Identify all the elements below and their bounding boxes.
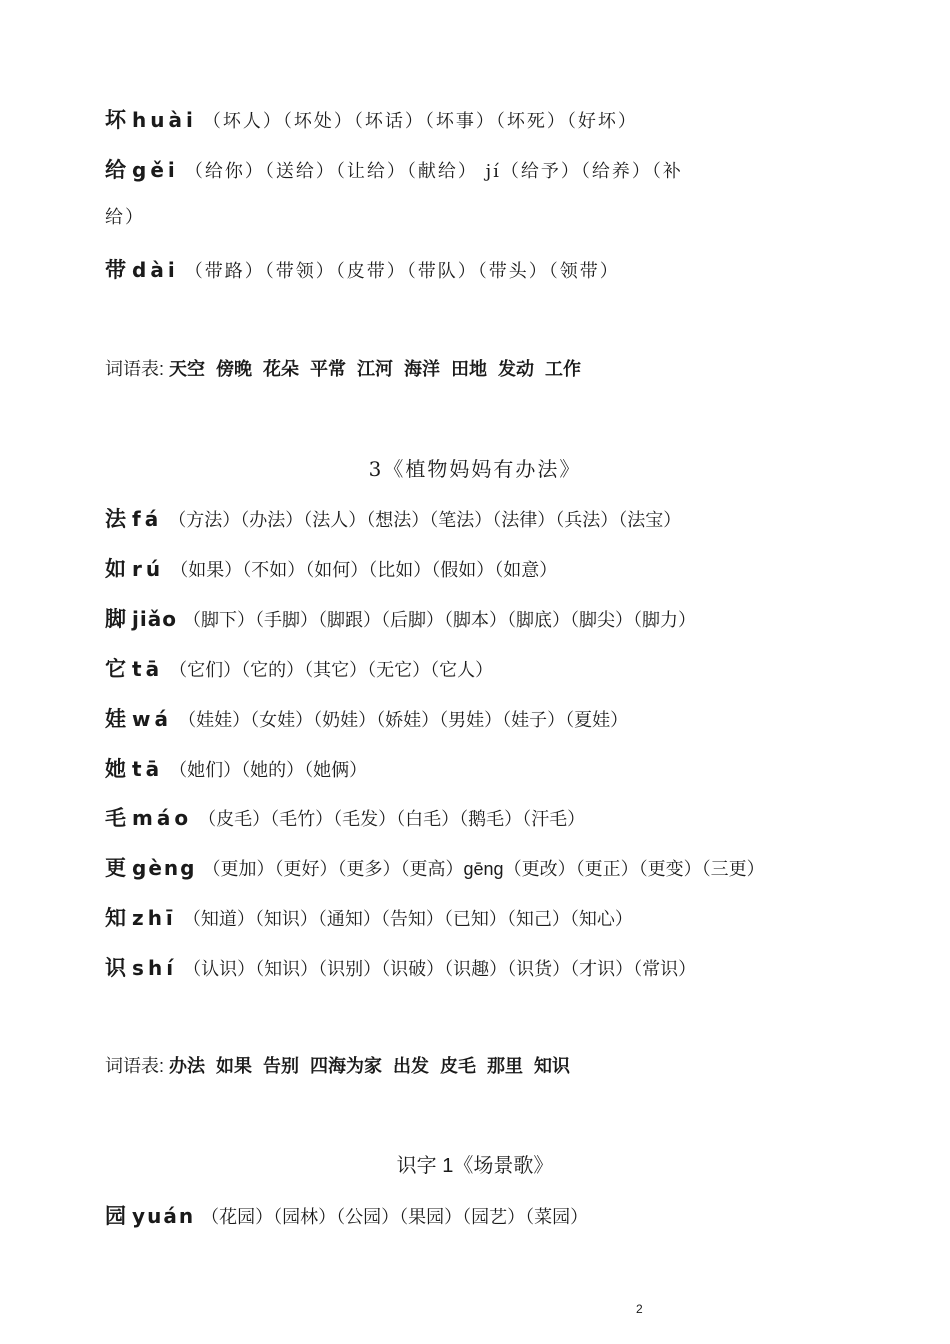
entry-pinyin: jiǎo (132, 607, 177, 631)
entry-pinyin: shí (132, 956, 178, 980)
entry-words: （坏人）（坏处）（坏话）（坏事）（坏死）（好坏） (202, 111, 638, 132)
entry-words: （娃娃）（女娃）（奶娃）（娇娃）（男娃）（娃子）（夏娃） (178, 710, 629, 730)
entry-char: 更 (105, 856, 126, 880)
entry-words: （她们）（她的）（她俩） (169, 760, 368, 780)
entry-pinyin: huài (132, 108, 197, 132)
entry-char: 娃 (105, 707, 126, 731)
entry-yuan (105, 1202, 588, 1231)
entry-ta-2 (105, 755, 367, 784)
entry-pinyin: rú (132, 557, 165, 581)
entry-words: （方法）（办法）（法人）（想法）（笔法）（法律）（兵法）（法宝） (168, 510, 682, 530)
entry-pinyin: zhī (132, 906, 177, 930)
entry-gei (105, 156, 683, 186)
entry-char: 如 (105, 557, 126, 581)
entry-char: 坏 (105, 108, 126, 132)
entry-fa (105, 505, 681, 534)
entry-dai (105, 256, 620, 286)
entry-words: （如果）（不如）（如何）（比如）（假如）（如意） (170, 560, 558, 580)
entry-pinyin: wá (132, 707, 173, 731)
entry-char: 脚 (105, 607, 126, 631)
entry-words: （脚下）（手脚）（脚跟）（后脚）（脚本）（脚底）（脚尖）（脚力） (183, 610, 697, 630)
lesson-title: 3《植物妈妈有办法》 (368, 457, 582, 481)
entry-continuation: 给） (105, 207, 145, 228)
vocab-label: 词语表: (105, 359, 165, 379)
page-number: 2 (636, 1302, 643, 1316)
entry-pinyin: tā (132, 657, 164, 681)
entry-pinyin: máo (132, 806, 193, 830)
entry-pinyin: dài (132, 258, 179, 282)
entry-char: 带 (105, 258, 126, 282)
entry-char: 她 (105, 757, 126, 781)
entry-words: （更加）（更好）（更多）（更高）gēng（更改）（更正）（更变）（三更） (202, 859, 765, 879)
entry-pinyin: gèng (132, 856, 197, 880)
vocab-words: 办法 如果 告别 四海为家 出发 皮毛 那里 知识 (169, 1056, 571, 1076)
entry-char: 园 (105, 1204, 126, 1228)
entry-pinyin: fá (132, 507, 163, 531)
entry-geng (105, 854, 765, 883)
entry-ru (105, 555, 557, 584)
entry-words: （皮毛）（毛竹）（毛发）（白毛）（鹅毛）（汗毛） (198, 809, 586, 829)
entry-words: （认识）（知识）（识别）（识破）（识趣）（识货）（才识）（常识） (183, 959, 697, 979)
entry-wa (105, 705, 628, 734)
entry-jiao (105, 605, 696, 634)
entry-pinyin: gěi (132, 158, 179, 182)
entry-words: （带路）（带领）（皮带）（带队）（带头）（领带） (184, 261, 620, 282)
entry-words: （它们）（它的）（其它）（无它）（它人） (169, 660, 494, 680)
entry-char: 给 (105, 158, 126, 182)
entry-pinyin: tā (132, 757, 164, 781)
entry-ta-1 (105, 655, 493, 684)
entry-pinyin: yuán (132, 1204, 196, 1228)
entry-words: （知道）（知识）（通知）（告知）（已知）（知己）（知心） (182, 909, 633, 929)
entry-char: 识 (105, 956, 126, 980)
entry-mao (105, 804, 585, 833)
vocab-list-2 (105, 1052, 570, 1080)
entry-huai (105, 106, 638, 136)
entry-char: 毛 (105, 806, 126, 830)
entry-zhi (105, 904, 633, 933)
vocab-label: 词语表: (105, 1056, 165, 1076)
lesson-title: 识字 1《场景歌》 (396, 1155, 554, 1177)
vocab-words: 天空 傍晚 花朵 平常 江河 海洋 田地 发动 工作 (169, 359, 582, 379)
vocab-list-1 (105, 355, 581, 383)
entry-char: 它 (105, 657, 126, 681)
entry-char: 知 (105, 906, 126, 930)
entry-shi (105, 954, 696, 983)
entry-words: （给你）（送给）（让给）（献给） jí（给予）（给养）（补 (184, 161, 683, 182)
entry-words: （花园）（园林）（公园）（果园）（园艺）（菜园） (201, 1207, 589, 1227)
entry-char: 法 (105, 507, 126, 531)
